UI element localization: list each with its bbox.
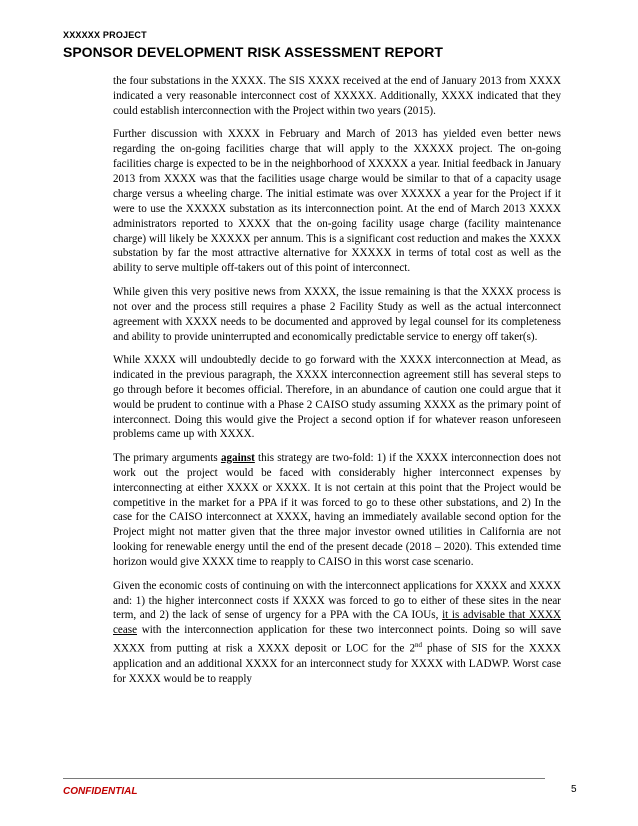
paragraph: Further discussion with XXXX in February and March of 2013 has yielded even better news regarding the on-going facilities charge that will apply to the XXXXX project. The on-going facilities charge is expected to be in the neighborhood of XXXXX a year. Initial feedback in January 2013 from XXXX was that the facilities usage charge would be similar to that of a capacity usage charge versus a wheeling charge. The initial estimate was over XXXXX a year for the Project if it were to use the XXXXX substation as its interconnection point. At the end of March 2013 XXXX administrators reported to XXXX that the on-going facility usage charge (facility maintenance charge) will likely be XXXXX per annum. This is a significant cost reduction and makes the XXXX substation by far the most attractive alternative for XXXXX in terms of total cost as well as the ability to serve multiple off-takers out of this point of interconnect. [113,128,561,275]
paragraph [113,579,561,687]
text-run: phase of SIS for the XXXX application and an additional XXXX for an interconnect study for XXXX with LADWP. Worst case for XXXX would be to reapply [113,642,561,685]
report-title: SPONSOR DEVELOPMENT RISK ASSESSMENT REPORT [63,44,443,60]
underlined-recommendation: it is advisable that XXXX cease [113,609,561,637]
paragraph [113,451,561,570]
emphasis-against: against [220,451,255,464]
text-run: with the interconnection application for these two interconnect points. Doing so will save XXXX from putting at risk a XXXX deposit or LOC for the 2 [113,624,561,655]
text-run: The primary arguments [113,451,221,464]
project-name: XXXXXX PROJECT [63,30,147,40]
superscript: nd [415,641,422,650]
report-body [113,74,561,695]
paragraph: While XXXX will undoubtedly decide to go forward with the XXXX interconnection at Mead, as indicated in the previous paragraph, the XXXX interconnection agreement still has several steps to go through before it becomes official. Therefore, in an abundance of caution one could argue that it would be prudent to continue with a Phase 2 CAISO study assuming XXXX as the primary point of interconnect. Doing this would give the Project a second option if for whatever reason unforeseen problems came up with XXXX. [113,353,561,441]
paragraph: the four substations in the XXXX. The SIS XXXX received at the end of January 2013 from XXXX indicated a very reasonable interconnect cost of XXXXX. Additionally, XXXX indicated that they could establish interconnection with the Project within two years (2015). [113,75,561,117]
page-number: 5 [571,784,577,795]
confidential-label: CONFIDENTIAL [63,786,138,797]
text-run: this strategy are two-fold: 1) if the XXXX interconnection does not work out the project would be faced with considerably higher interconnect expenses by interconnecting at either XXXX or XXXX. It is not certain at this point that the Project would be competitive in the market for a PPA if it was forced to go to these other substations, and 2) In the case for the CAISO interconnect at XXXX, having an immediately available second option for the Project might not matter given that the three major investor owned utilities in California are not looking for renewable energy until the end of the present decade (2018 – 2020). This extended time horizon would give XXXX time to reapply to CAISO in this worst case scenario. [113,451,561,569]
paragraph: While given this very positive news from XXXX, the issue remaining is that the XXXX process is not over and the process still requires a phase 2 Facility Study as well as the actual interconnect agreement with XXXX needs to be documented and approved by legal counsel for its completeness and ability to provide uninterrupted and economically predictable service to energy off taker(s). [113,285,561,343]
text-run: Given the economic costs of continuing on with the interconnect applications for XXXX and XXXX and: 1) the higher interconnect costs if XXXX was forced to go to either of these sites in the near term, and 2) the lack of sense of urgency for a PPA with the CA IOUs, [113,579,561,622]
footer-divider [63,778,545,779]
